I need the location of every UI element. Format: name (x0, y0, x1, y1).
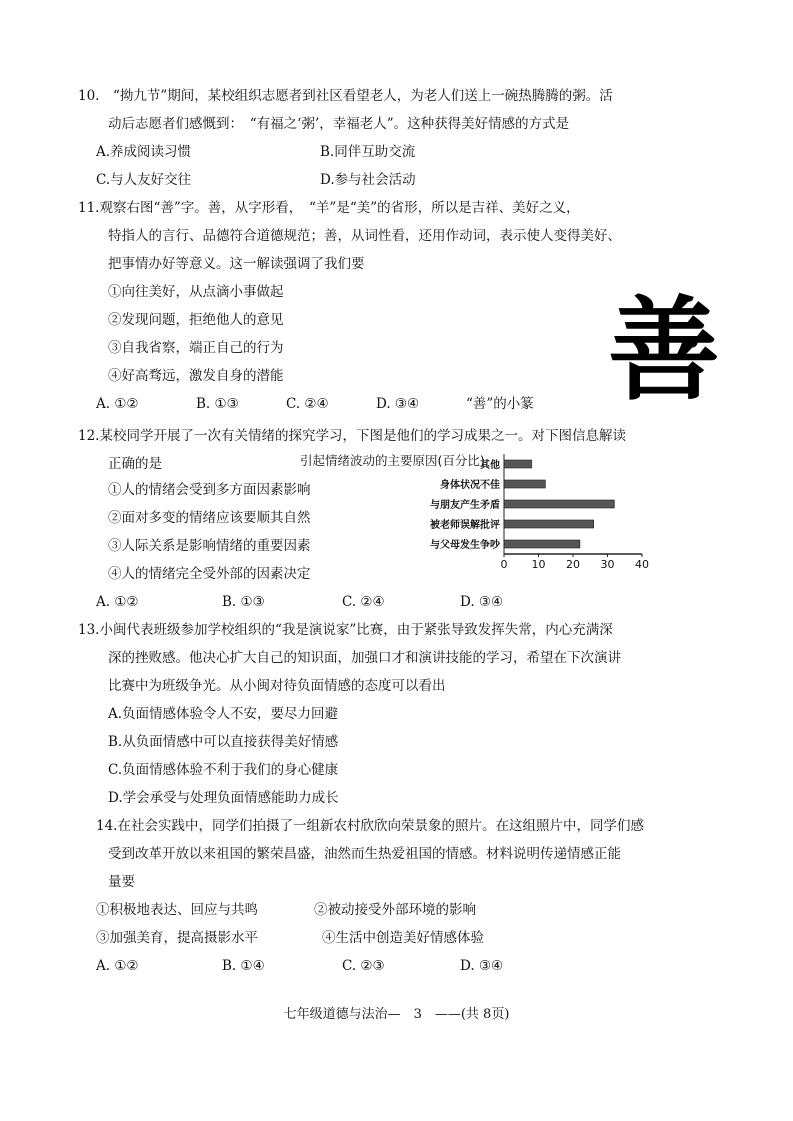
chart-x-tick-label: 0 (500, 558, 508, 570)
q11-option-b[interactable]: B. ①③ (196, 396, 239, 412)
q11-item-2: ②发现问题，拒绝他人的意见 (108, 312, 284, 328)
q12-item-4: ④人的情绪完全受外部的因素决定 (108, 566, 311, 582)
q12-item-2: ②面对多变的情绪应该要顺其自然 (108, 510, 311, 526)
q12-option-a[interactable]: A. ①② (96, 594, 139, 610)
chart-bar (504, 460, 532, 468)
q10-option-d[interactable]: D.参与社会活动 (320, 172, 416, 188)
q10-stem-line1: 10. “拗九节”期间，某校组织志愿者到社区看望老人，为老人们送上一碗热腾腾的粥。活 (78, 88, 613, 104)
q12-option-c[interactable]: C. ②④ (342, 594, 385, 610)
chart-category-label: 其他 (480, 460, 500, 471)
q14-item-4: ④生活中创造美好情感体验 (322, 930, 484, 946)
q11-option-a[interactable]: A. ①② (96, 396, 139, 412)
q14-option-c[interactable]: C. ②③ (342, 958, 385, 974)
q14-option-a[interactable]: A. ①② (96, 958, 139, 974)
q14-item-3: ③加强美育，提高摄影水平 (96, 930, 258, 946)
chart-x-tick-label: 30 (600, 558, 615, 570)
q13-option-d[interactable]: D.学会承受与处理负面情感能助力成长 (108, 790, 339, 806)
q11-stem-line3: 把事情办好等意义。这一解读强调了我们要 (108, 256, 365, 272)
q14-option-b[interactable]: B. ①④ (222, 958, 265, 974)
q12-option-d[interactable]: D. ③④ (460, 594, 504, 610)
q14-item-1: ①积极地表达、回应与共鸣 (96, 902, 258, 918)
q12-item-1: ①人的情绪会受到多方面因素影响 (108, 482, 311, 498)
q14-option-d[interactable]: D. ③④ (460, 958, 504, 974)
q11-option-c[interactable]: C. ②④ (286, 396, 329, 412)
q13-option-b[interactable]: B.从负面情感中可以直接获得美好情感 (108, 734, 339, 750)
chart-x-tick-label: 10 (531, 558, 546, 570)
q11-stem-line1: 11.观察右图“善”字。善，从字形看， “羊”是“美”的省形，所以是吉祥、美好之义， (78, 200, 580, 216)
q13-option-a[interactable]: A.负面情感体验令人不安，要尽力回避 (108, 706, 339, 722)
emotion-causes-bar-chart (296, 452, 666, 570)
q13-stem-line1: 13.小闽代表班级参加学校组织的“我是演说家”比赛，由于紧张导致发挥失常，内心充满深 (78, 622, 613, 638)
q11-item-4: ④好高骛远，激发自身的潜能 (108, 368, 284, 384)
q13-stem-line3: 比赛中为班级争光。从小闽对待负面情感的态度可以看出 (108, 678, 446, 694)
chart-x-tick-label: 40 (635, 558, 649, 570)
q10-option-a[interactable]: A.养成阅读习惯 (96, 144, 192, 160)
chart-bar (504, 540, 580, 548)
page-footer: 七年级道德与法治— 3 ——(共 8页) (283, 1007, 510, 1022)
q11-item-3: ③自我省察，端正自己的行为 (108, 340, 284, 356)
chart-category-label: 与父母发生争吵 (430, 540, 500, 551)
chart-bar (504, 500, 614, 508)
q13-option-c[interactable]: C.负面情感体验不利于我们的身心健康 (108, 762, 339, 778)
shan-character-figure: 善 (608, 285, 720, 416)
q14-item-2: ②被动接受外部环境的影响 (314, 902, 476, 918)
chart-x-tick-label: 20 (566, 558, 580, 570)
chart-category-label: 与朋友产生矛盾 (430, 500, 500, 511)
q10-option-c[interactable]: C.与人友好交往 (96, 172, 192, 188)
q11-stem-line2: 特指人的言行、品德符合道德规范；善，从词性看，还用作动词，表示使人变得美好、 (108, 228, 621, 244)
q12-stem-line2: 正确的是 (108, 456, 162, 472)
chart-title: 引起情绪波动的主要原因(百分比) (300, 453, 485, 468)
chart-bar (504, 520, 594, 528)
q14-stem-line1: 14.在社会实践中，同学们拍摄了一组新农村欣欣向荣景象的照片。在这组照片中，同学们感 (96, 818, 644, 834)
q10-stem-line2: 动后志愿者们感慨到： “有福之‘粥’，幸福老人”。这种获得美好情感的方式是 (108, 116, 570, 132)
q12-item-3: ③人际关系是影响情绪的重要因素 (108, 538, 311, 554)
q11-item-1: ①向往美好，从点滴小事做起 (108, 284, 284, 300)
q10-option-b[interactable]: B.同伴互助交流 (320, 144, 416, 160)
q12-stem-line1: 12.某校同学开展了一次有关情绪的探究学习，下图是他们的学习成果之一。对下图信息解读 (78, 428, 626, 444)
shan-glyph-caption: “善”的小篆 (466, 396, 534, 412)
chart-category-label: 身体状况不佳 (440, 480, 500, 491)
q14-stem-line2: 受到改革开放以来祖国的繁荣昌盛，油然而生热爱祖国的情感。材料说明传递情感正能 (108, 846, 621, 862)
chart-category-label: 被老师误解批评 (430, 520, 500, 531)
q13-stem-line2: 深的挫败感。他决心扩大自己的知识面，加强口才和演讲技能的学习，希望在下次演讲 (108, 650, 621, 666)
q11-option-d[interactable]: D. ③④ (376, 396, 420, 412)
q12-option-b[interactable]: B. ①③ (222, 594, 265, 610)
q14-stem-line3: 量要 (108, 874, 135, 890)
chart-bar (504, 480, 545, 488)
